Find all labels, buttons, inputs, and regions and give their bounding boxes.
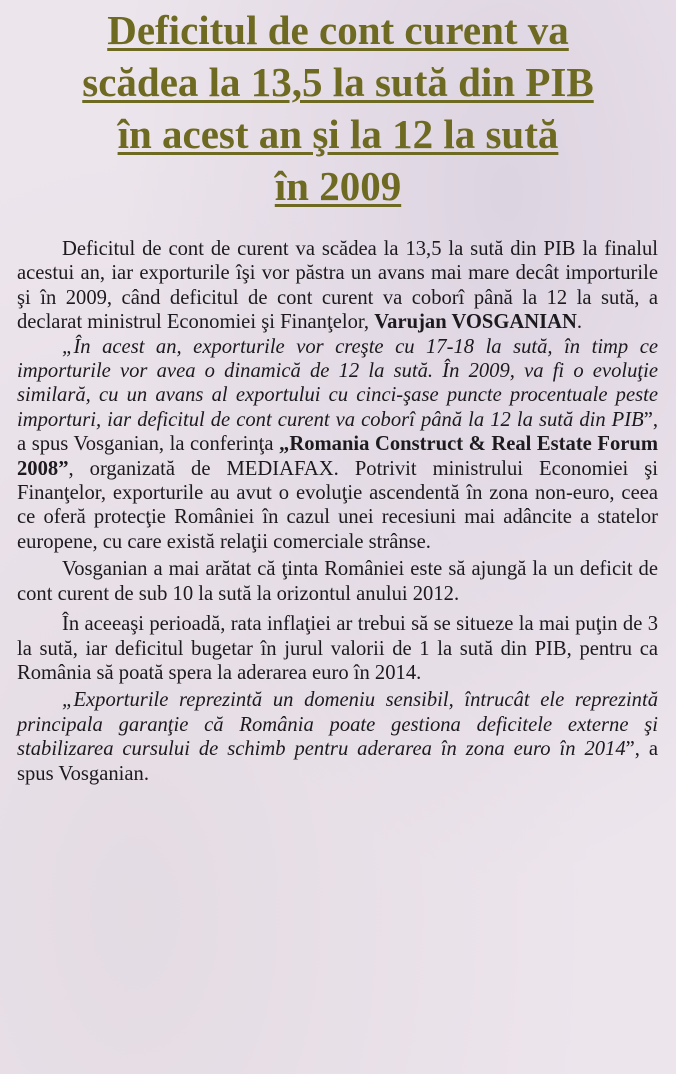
quote-text: „Exporturile reprezintă un domeniu sensibil, întrucât ele reprezintă principala garanţie că România poate gestiona deficitele externe şi stabilizarea cursului de schimb pentru aderarea în zona euro în 2014 <box>17 689 658 761</box>
title-line: în 2009 <box>274 163 402 209</box>
paragraph-quote-exports: „În acest an, exporturile vor creşte cu 17-18 la sută, în timp ce importurile vor avea o dinamică de 12 la sută. În 2009, va fi o evoluţie similară, cu un avans al exportului cu cinci-şase puncte procentuale peste importuri, iar deficitul de cont curent va coborî până la 12 la sută din PIB”, a spus Vosganian, la conferinţa „Romania Construct & Real Estate Forum 2008”, organizată de MEDIAFAX. Potrivit ministrului Economiei şi Finanţelor, exporturile au avut o evoluţie ascendentă în zona non-euro, ceea ce oferă protecţie României în cazul unei recesiuni mai adâncite a statelor europene, cu care există relaţii comerciale strânse. <box>17 335 658 553</box>
title-line: scădea la 13,5 la sută din PIB <box>82 59 594 105</box>
title-line: Deficitul de cont curent va <box>107 7 569 53</box>
title-line: în acest an şi la 12 la sută <box>117 111 559 157</box>
paragraph-quote-euro: „Exporturile reprezintă un domeniu sensibil, întrucât ele reprezintă principala garanţie că România poate gestiona deficitele externe şi stabilizarea cursului de schimb pentru aderarea în zona euro în 2014”, a spus Vosganian. <box>17 689 659 785</box>
conference-name: „Romania Construct & Real Estate Forum 2008” <box>17 433 658 480</box>
paragraph-target-2012: Vosganian a mai arătat că ţinta României este să ajungă la un deficit de cont curent de sub 10 la sută la orizontul anului 2012. <box>17 558 658 605</box>
paragraph-inflation: În aceeaşi perioadă, rata inflaţiei ar trebui să se situeze la mai puţin de 3 la sută, iar deficitul bugetar în jurul valorii de 1 la sută din PIB, pentru ca România să poată spera la aderarea euro în 2014. <box>17 613 658 684</box>
article-body <box>17 237 658 786</box>
quote-text: „În acest an, exporturile vor creşte cu 17-18 la sută, în timp ce importurile vor avea o dinamică de 12 la sută. În 2009, va fi o evoluţie similară, cu un avans al exportului cu cinci-şase puncte procentuale peste importuri, iar deficitul de cont curent va coborî până la 12 la sută din PIB <box>17 335 658 431</box>
paragraph-intro: Deficitul de cont de curent va scădea la 13,5 la sută din PIB la finalul acestui an, iar exporturile îşi vor păstra un avans mai mare decât importurile şi în 2009, când deficitul de cont curent va coborî până la 12 la sută, a declarat ministrul Economiei şi Finanţelor, Varujan VOSGANIAN. <box>17 238 658 334</box>
minister-name: Varujan VOSGANIAN <box>374 311 577 334</box>
article-title <box>10 4 666 212</box>
